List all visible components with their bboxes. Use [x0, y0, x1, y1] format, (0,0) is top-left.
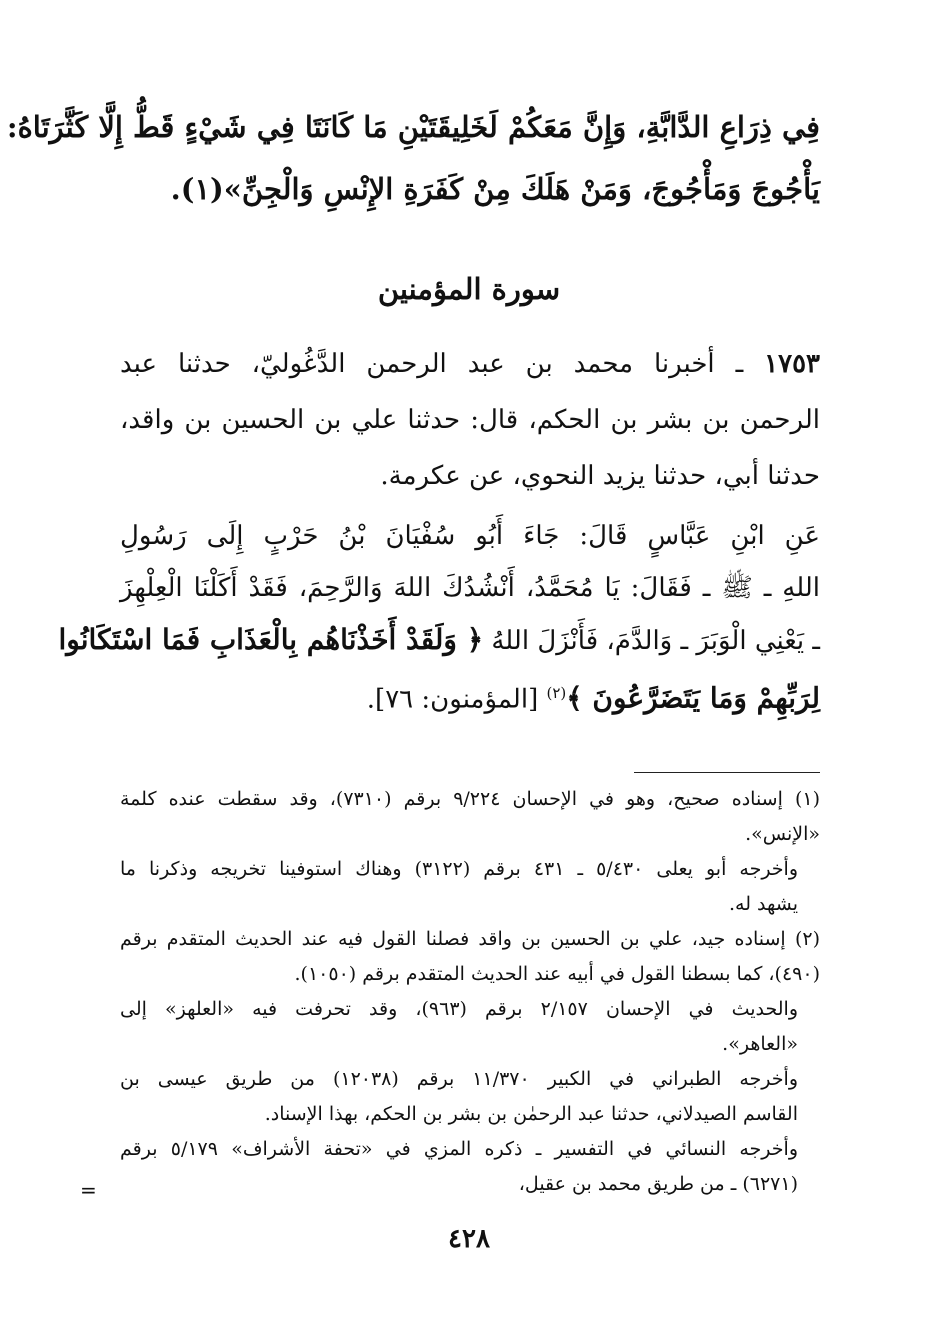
footnote-line: وأخرجه النسائي في التفسير ـ ذكره المزي في «تحفة الأشراف» ٥/١٧٩ برقم — [120, 1138, 798, 1160]
verse-line: فِي ذِرَاعِ الدَّابَّةِ، وَإِنَّ مَعَكُمْ لَخَلِيقَتَيْنِ مَا كَانَتَا فِي شَيْءٍ قَطُّ إِلَّا كَثَّرَتَاهُ: — [6, 110, 820, 144]
footnote-1 — [120, 782, 820, 852]
footnotes — [120, 782, 820, 1202]
surah-heading: سورة المؤمنين — [377, 272, 561, 306]
previous-hadith-ending — [6, 96, 820, 220]
footnote-1-continued — [120, 852, 820, 922]
hadith-matn — [58, 510, 820, 726]
quran-verse: ﴿ وَلَقَدْ أَخَذْنَاهُم بِالْعَذَابِ فَمَا اسْتَكَانُوا — [58, 623, 484, 656]
verse-citation: [المؤمنون: ٧٦]. — [366, 684, 539, 715]
footnote-separator — [634, 772, 820, 773]
footnote-2-continued — [120, 1132, 820, 1202]
footnote-line: وأخرجه أبو يعلى ٥/٤٣٠ ـ ٤٣١ برقم (٣١٢٢) وهناك استوفينا تخريجه وذكرنا ما — [120, 858, 798, 880]
footnote-ref: (٢) — [546, 684, 567, 702]
matn-line — [120, 667, 820, 726]
hadith-number: ١٧٥٣ — [764, 349, 820, 379]
footnote-line: يشهد له. — [728, 893, 798, 915]
footnote-line: (٢) إسناده جيد، علي بن الحسين بن واقد فصلنا القول فيه عند الحديث المتقدم برقم — [120, 928, 820, 950]
continuation-mark: = — [80, 1178, 97, 1202]
footnote-line: والحديث في الإحسان ٢/١٥٧ برقم (٩٦٣)، وقد تحرفت فيه «العلهز» إلى — [120, 998, 799, 1020]
hadith-isnad — [120, 336, 820, 504]
isnad-line: حدثنا أبي، حدثنا يزيد النحوي، عن عكرمة. — [380, 461, 820, 491]
footnote-line: «العاهر». — [722, 1033, 798, 1055]
footnote-line: وأخرجه الطبراني في الكبير ١١/٣٧٠ برقم (١٢٠٣٨) من طريق عيسى بن — [120, 1068, 798, 1090]
matn-line — [58, 614, 820, 667]
matn-text: ـ يَعْنِي الْوَبَرَ ـ وَالدَّمَ، فَأَنْزَلَ اللهُ — [491, 626, 820, 656]
footnote-2-continued — [120, 1062, 820, 1132]
matn-line: عَنِ ابْنِ عَبَّاسٍ قَالَ: جَاءَ أَبُو سُفْيَانَ بْنُ حَرْبٍ إِلَى رَسُولِ — [120, 521, 820, 551]
footnote-line: (٦٢٧١) ـ من طريق محمد بن عقيل، — [518, 1173, 798, 1195]
footnote-line: «الإنس». — [745, 823, 820, 845]
verse-line: يَأْجُوجَ وَمَأْجُوجَ، وَمَنْ هَلَكَ مِنْ كَفَرَةِ الإِنْسِ وَالْجِنِّ»(١). — [170, 172, 820, 206]
footnote-2-continued — [120, 992, 820, 1062]
footnote-line: (١) إسناده صحيح، وهو في الإحسان ٩/٢٢٤ برقم (٧٣١٠)، وقد سقطت عنده كلمة — [120, 788, 820, 810]
footnote-line: القاسم الصيدلاني، حدثنا عبد الرحمٰن بن بشر بن الحكم، بهذا الإسناد. — [264, 1103, 798, 1125]
page-number: ٤٢٨ — [448, 1224, 490, 1254]
isnad-line — [120, 336, 820, 392]
isnad-line: الرحمن بن بشر بن الحكم، قال: حدثنا علي بن الحسين بن واقد، — [120, 405, 820, 435]
footnote-line: (٤٩٠)، كما بسطنا القول في أبيه عند الحديث المتقدم برقم (١٠٥٠). — [294, 963, 820, 985]
quran-verse: لِرَبِّهِمْ وَمَا يَتَضَرَّعُونَ ﴾ — [566, 681, 820, 715]
matn-line: اللهِ ـ ﷺ ـ فَقَالَ: يَا مُحَمَّدُ، أَنْشُدُكَ اللهَ وَالرَّحِمَ، فَقَدْ أَكَلْنَا الْعِلْهِزَ — [120, 573, 820, 603]
isnad-text: ـ أخبرنا محمد بن عبد الرحمن الدَّغُوليّ، حدثنا عبد — [120, 349, 744, 379]
footnote-2 — [120, 922, 820, 992]
